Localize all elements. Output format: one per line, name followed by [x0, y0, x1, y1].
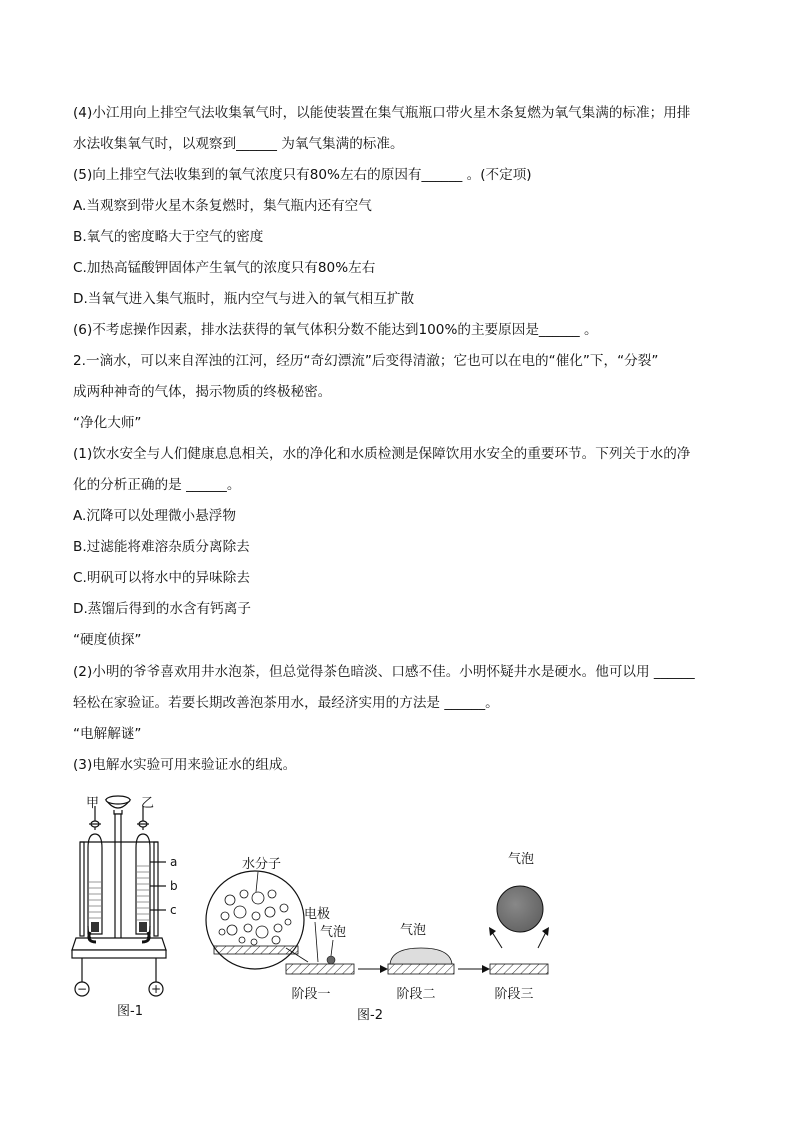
option-b: B.过滤能将难溶杂质分离除去	[73, 539, 250, 555]
negative-terminal-icon: −	[76, 982, 88, 996]
text-line: (3)电解水实验可用来验证水的组成。	[73, 757, 297, 773]
option-a: A.当观察到带火星木条复燃时，集气瓶内还有空气	[73, 198, 372, 214]
text-line: 成两种神奇的气体，揭示物质的终极秘密。	[73, 384, 332, 400]
text-line: (2)小明的爷爷喜欢用井水泡茶，但总觉得茶色暗淡、口感不佳。小明怀疑井水是硬水。他可以用 ______	[73, 664, 695, 680]
label-stage-2: 阶段二	[396, 987, 436, 1002]
text-line: 轻松在家验证。若要长期改善泡茶用水，最经济实用的方法是 ______。	[73, 695, 499, 711]
option-c: C.加热高锰酸钾固体产生氧气的浓度只有80%左右	[73, 260, 376, 276]
bubble-stage3	[497, 886, 543, 932]
label-stage-3: 阶段三	[494, 987, 534, 1002]
figure-1-electrolysis-apparatus	[70, 786, 190, 1022]
label-a: a	[170, 855, 178, 869]
option-d: D.蒸馏后得到的水含有钙离子	[73, 601, 251, 617]
label-bubble-1: 气泡	[320, 925, 347, 940]
text-line: (6)不考虑操作因素，排水法获得的氧气体积分数不能达到100%的主要原因是______ 。	[73, 322, 598, 338]
section-heading: “净化大师”	[73, 415, 142, 431]
label-jia: 甲	[86, 796, 100, 811]
figure-2-bubble-stages	[200, 836, 560, 1022]
label-bubble-2: 气泡	[400, 923, 427, 938]
figure-1-caption: 图-1	[117, 1004, 143, 1019]
text-line: (1)饮水安全与人们健康息息相关，水的净化和水质检测是保障饮用水安全的重要环节。下列关于水的净	[73, 446, 691, 462]
label-stage-1: 阶段一	[291, 987, 331, 1002]
section-heading: “硬度侦探”	[73, 632, 142, 648]
option-a: A.沉降可以处理微小悬浮物	[73, 508, 236, 524]
option-d: D.当氧气进入集气瓶时，瓶内空气与进入的氧气相互扩散	[73, 291, 415, 307]
question-2-stem: 2.一滴水，可以来自浑浊的江河，经历“奇幻漂流”后变得清澈；它也可以在电的“催化”下，“分裂”	[73, 353, 659, 369]
figure-2-caption: 图-2	[357, 1008, 383, 1022]
label-bubble-3: 气泡	[508, 852, 535, 867]
electrode-stage1	[286, 964, 354, 974]
electrode-stage2	[388, 964, 454, 974]
text-line: (5)向上排空气法收集到的氧气浓度只有80%左右的原因有______ 。(不定项)	[73, 167, 532, 183]
label-b: b	[170, 879, 178, 893]
option-b: B.氧气的密度略大于空气的密度	[73, 229, 264, 245]
text-line: 化的分析正确的是 ______。	[73, 477, 241, 493]
label-electrode: 电极	[304, 907, 331, 922]
text-line: (4)小江用向上排空气法收集氧气时，以能使装置在集气瓶瓶口带火星木条复燃为氧气集满的标准；用排	[73, 105, 691, 121]
section-heading: “电解解谜”	[73, 726, 142, 742]
electrode-stage3	[490, 964, 548, 974]
label-c: c	[170, 903, 177, 917]
label-water-molecule: 水分子	[242, 857, 282, 872]
bubble-stage2	[390, 948, 452, 964]
text-line: 水法收集氧气时，以观察到______ 为氧气集满的标准。	[73, 136, 404, 152]
label-yi: 乙	[141, 796, 155, 811]
option-c: C.明矾可以将水中的异味除去	[73, 570, 250, 586]
positive-terminal-icon: +	[150, 982, 162, 996]
